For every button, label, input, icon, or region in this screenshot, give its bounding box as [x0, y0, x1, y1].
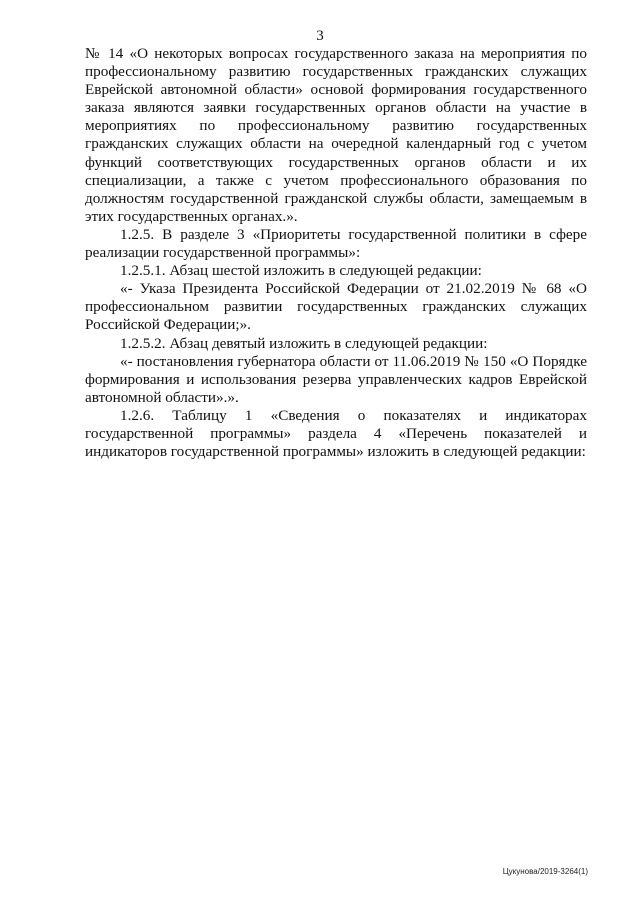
paragraph-continuation: № 14 «О некоторых вопросах государственного заказа на мероприятия по профессиональному развитию государственных гражданских служащих Еврейской автономной области» основой формирования государственного заказа являются заявки государственных органов области на участие в мероприятиях по профессиональному развитию государственных гражданских служащих области на очередной календарный год с учетом функций соответствующих государственных органов области и их специализации, а также с учетом профессионального образования по должностям государственной гражданской службы области, замещаемым в этих государственных органах.». [85, 45, 587, 225]
paragraph-quote-resolution: «- постановления губернатора области от 11.06.2019 № 150 «О Порядке формирования и использования резерва управленческих кадров Еврейской автономной области».». [85, 352, 587, 406]
paragraph-quote-decree: «- Указа Президента Российской Федерации от 21.02.2019 № 68 «О профессиональном развитии государственных гражданских служащих Российской Федерации;». [85, 280, 587, 334]
paragraph-item-1-2-6: 1.2.6. Таблицу 1 «Сведения о показателях и индикаторах государственной программы» раздела 4 «Перечень показателей и индикаторов государственной программы» изложить в следующей редакции: [85, 406, 587, 461]
footer-document-code: Цукунова/2019-3264(1) [502, 867, 588, 876]
paragraph-item-1-2-5-2: 1.2.5.2. Абзац девятый изложить в следующей редакции: [120, 334, 488, 352]
document-body [85, 45, 587, 461]
paragraph-item-1-2-5-1: 1.2.5.1. Абзац шестой изложить в следующей редакции: [120, 262, 482, 280]
page-number: 3 [316, 28, 324, 44]
paragraph-item-1-2-5: 1.2.5. В разделе 3 «Приоритеты государственной политики в сфере реализации государственной программы»: [85, 225, 587, 262]
